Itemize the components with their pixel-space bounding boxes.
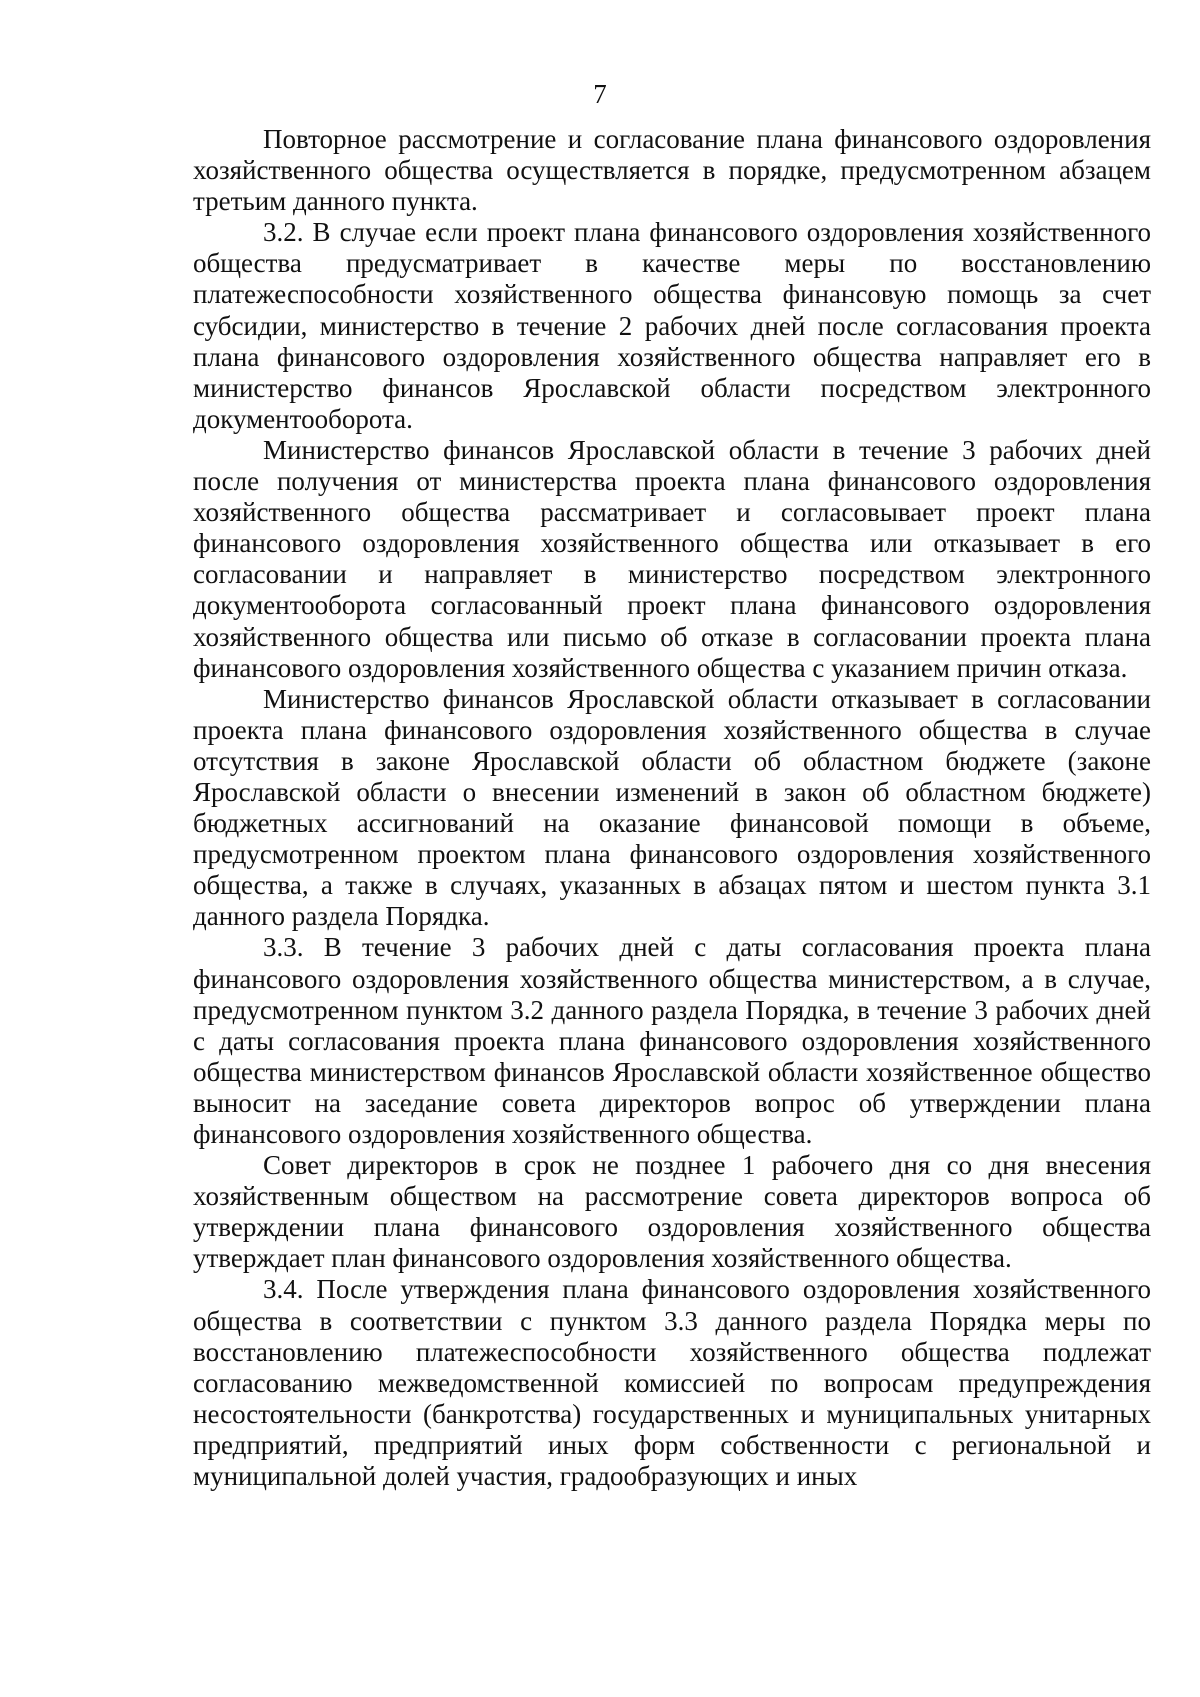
paragraph-3-4: 3.4. После утверждения плана финансового оздоровления хозяйственного общества в соответствии с пунктом 3.3 данного раздела Порядка меры по восстановлению платежеспособности хозяйственного общества подлежат согласованию межведомственной комиссией по вопросам предупреждения несостоятельности (банкротства) государственных и муниципальных унитарных предприятий, предприятий иных форм собственности с региональной и муниципальной долей участия, градообразующих и иных <box>193 1274 1151 1492</box>
document-body <box>193 124 1151 1492</box>
page-number: 7 <box>593 79 607 109</box>
paragraph-finance-ministry-refusal: Министерство финансов Ярославской области отказывает в согласовании проекта плана финансового оздоровления хозяйственного общества в случае отсутствия в законе Ярославской области об областном бюджете (законе Ярославской области о внесении изменений в закон об областном бюджете) бюджетных ассигнований на оказание финансовой помощи в объеме, предусмотренном проектом плана финансового оздоровления хозяйственного общества, а также в случаях, указанных в абзацах пятом и шестом пункта 3.1 данного раздела Порядка. <box>193 683 1151 932</box>
paragraph-3-3: 3.3. В течение 3 рабочих дней с даты согласования проекта плана финансового оздоровления хозяйственного общества министерством, а в случае, предусмотренном пунктом 3.2 данного раздела Порядка, в течение 3 рабочих дней с даты согласования проекта плана финансового оздоровления хозяйственного общества министерством финансов Ярославской области хозяйственное общество выносит на заседание совета директоров вопрос об утверждении плана финансового оздоровления хозяйственного общества. <box>193 932 1151 1149</box>
paragraph-board-approval: Совет директоров в срок не позднее 1 рабочего дня со дня внесения хозяйственным обществом на рассмотрение совета директоров вопроса об утверждении плана финансового оздоровления хозяйственного общества утверждает план финансового оздоровления хозяйственного общества. <box>193 1150 1151 1274</box>
paragraph-3-2: 3.2. В случае если проект плана финансового оздоровления хозяйственного общества предусматривает в качестве меры по восстановлению платежеспособности хозяйственного общества финансовую помощь за счет субсидии, министерство в течение 2 рабочих дней после согласования проекта плана финансового оздоровления хозяйственного общества направляет его в министерство финансов Ярославской области посредством электронного документооборота. <box>193 217 1151 434</box>
paragraph-repeat-review: Повторное рассмотрение и согласование плана финансового оздоровления хозяйственного общества осуществляется в порядке, предусмотренном абзацем третьим данного пункта. <box>193 124 1151 217</box>
paragraph-finance-ministry-review: Министерство финансов Ярославской области в течение 3 рабочих дней после получения от министерства проекта плана финансового оздоровления хозяйственного общества рассматривает и согласовывает проект плана финансового оздоровления хозяйственного общества или отказывает в его согласовании и направляет в министерство посредством электронного документооборота согласованный проект плана финансового оздоровления хозяйственного общества или письмо об отказе в согласовании проекта плана финансового оздоровления хозяйственного общества с указанием причин отказа. <box>193 434 1151 683</box>
